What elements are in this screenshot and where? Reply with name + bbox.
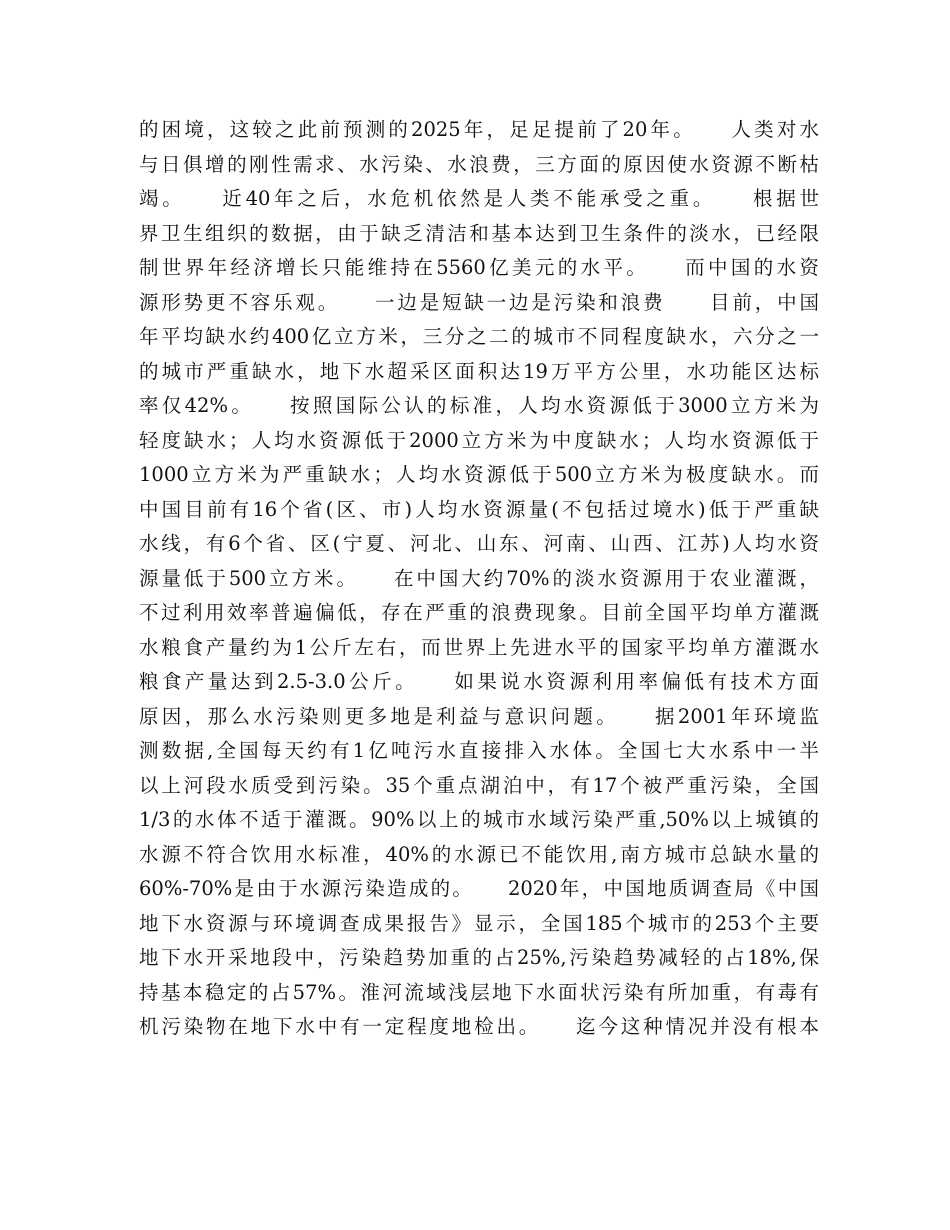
text-line: 粮食产量达到2.5-3.0公斤。 如果说水资源利用率偏低有技术方面 bbox=[139, 670, 819, 693]
text-line: 的城市严重缺水，地下水超采区面积达19万平方公里，水功能区达标 bbox=[139, 359, 819, 383]
text-line: 60%-70%是由于水源污染造成的。 2020年，中国地质调查局《中国 bbox=[139, 877, 819, 900]
text-line: 水源不符合饮用水标准，40%的水源已不能饮用,南方城市总缺水量的 bbox=[139, 842, 819, 866]
text-line: 地下水开采地段中，污染趋势加重的占25%,污染趋势减轻的占18%,保 bbox=[139, 946, 819, 969]
text-line: 以上河段水质受到污染。35个重点湖泊中，有17个被严重污染，全国 bbox=[139, 773, 819, 797]
text-line: 测数据,全国每天约有1亿吨污水直接排入水体。全国七大水系中一半 bbox=[139, 739, 819, 762]
text-line: 界卫生组织的数据，由于缺乏清洁和基本达到卫生条件的淡水，已经限 bbox=[139, 221, 819, 245]
text-line: 水线，有6个省、区(宁夏、河北、山东、河南、山西、江苏)人均水资 bbox=[139, 532, 819, 555]
text-line: 制世界年经济增长只能维持在5560亿美元的水平。 而中国的水资 bbox=[139, 256, 819, 279]
text-line: 与日俱增的刚性需求、水污染、水浪费，三方面的原因使水资源不断枯 bbox=[139, 152, 819, 176]
text-line: 1000立方米为严重缺水；人均水资源低于500立方米为极度缺水。而 bbox=[139, 463, 819, 486]
text-line: 机污染物在地下水中有一定程度地检出。 迄今这种情况并没有根本 bbox=[139, 1015, 819, 1038]
text-line: 源形势更不容乐观。 一边是短缺一边是污染和浪费 目前，中国 bbox=[139, 290, 819, 314]
text-line: 轻度缺水；人均水资源低于2000立方米为中度缺水；人均水资源低于 bbox=[139, 428, 819, 452]
text-line: 年平均缺水约400亿立方米，三分之二的城市不同程度缺水，六分之一 bbox=[139, 325, 819, 348]
body-text bbox=[139, 113, 819, 1045]
text-line: 中国目前有16个省(区、市)人均水资源量(不包括过境水)低于严重缺 bbox=[139, 497, 819, 521]
text-line: 不过利用效率普遍偏低，存在严重的浪费现象。目前全国平均单方灌溉 bbox=[139, 601, 819, 624]
text-line: 的困境，这较之此前预测的2025年，足足提前了20年。 人类对水 bbox=[139, 118, 819, 141]
text-line: 源量低于500立方米。 在中国大约70%的淡水资源用于农业灌溉， bbox=[139, 566, 819, 590]
text-line: 地下水资源与环境调查成果报告》显示，全国185个城市的253个主要 bbox=[139, 911, 819, 935]
text-line: 原因，那么水污染则更多地是利益与意识问题。 据2001年环境监 bbox=[139, 704, 819, 728]
text-line: 竭。 近40年之后，水危机依然是人类不能承受之重。 根据世 bbox=[139, 187, 819, 210]
text-line: 水粮食产量约为1公斤左右，而世界上先进水平的国家平均单方灌溉水 bbox=[139, 635, 819, 659]
text-line: 持基本稳定的占57%。淮河流域浅层地下水面状污染有所加重，有毒有 bbox=[139, 980, 819, 1004]
text-line: 1/3的水体不适于灌溉。90%以上的城市水域污染严重,50%以上城镇的 bbox=[139, 808, 819, 831]
text-line: 率仅42%。 按照国际公认的标准，人均水资源低于3000立方米为 bbox=[139, 394, 819, 417]
